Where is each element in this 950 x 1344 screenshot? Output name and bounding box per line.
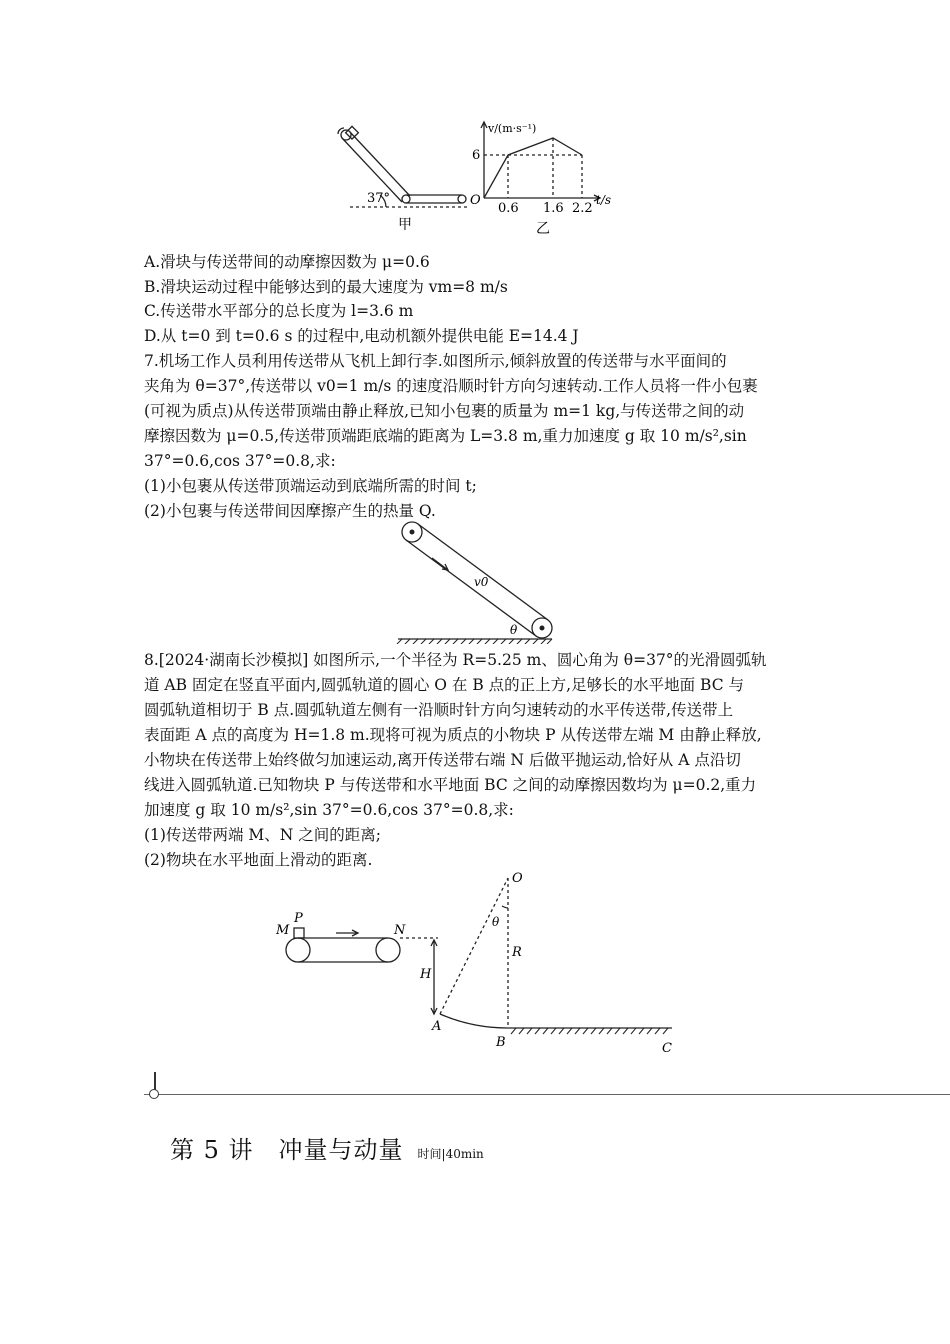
v0-label: v0: [474, 575, 489, 589]
label-p: P: [294, 911, 303, 926]
q7-sub1: (1)小包裹从传送带顶端运动到底端所需的时间 t;: [144, 477, 477, 495]
x-tick-0: 0.6: [498, 201, 519, 216]
label-c: C: [662, 1041, 672, 1056]
q7-line: 37°=0.6,cos 37°=0.8,求:: [144, 452, 336, 470]
label-a: A: [432, 1019, 442, 1034]
section-title-text: 第 5 讲 冲量与动量: [170, 1136, 404, 1164]
origin-label: O: [470, 193, 481, 208]
label-b: B: [496, 1035, 506, 1050]
q7-sub2: (2)小包裹与传送带间因摩擦产生的热量 Q.: [144, 502, 436, 520]
option-a: A.滑块与传送带间的动摩擦因数为 μ=0.6: [144, 253, 430, 271]
q8-line: 圆弧轨道相切于 B 点.圆弧轨道左侧有一沿顺时针方向匀速转动的水平传送带,传送带上: [144, 701, 734, 719]
option-b: B.滑块运动过程中能够达到的最大速度为 vm=8 m/s: [144, 278, 508, 296]
section-time: 时间|40min: [417, 1147, 484, 1161]
figure-belt-arc-track: [272, 866, 682, 1060]
q8-line: 加速度 g 取 10 m/s²,sin 37°=0.6,cos 37°=0.8,求:: [144, 801, 514, 819]
label-theta: θ: [492, 915, 500, 929]
label-n: N: [394, 923, 406, 938]
theta-label: θ: [510, 623, 518, 637]
q8-line: 8.[2024·湖南长沙模拟] 如图所示,一个半径为 R=5.25 m、圆心角为 θ=37°的光滑圆弧轨: [144, 651, 767, 669]
q7-line: 夹角为 θ=37°,传送带以 v0=1 m/s 的速度沿顺时针方向匀速转动.工作人员将一件小包裹: [144, 377, 758, 395]
incline-belt: [338, 126, 470, 207]
x-tick-2: 2.2: [572, 201, 593, 216]
label-jia: 甲: [398, 217, 412, 233]
q7-line: 7.机场工作人员利用传送带从飞机上卸行李.如图所示,倾斜放置的传送带与水平面间的: [144, 352, 727, 370]
label-r: R: [512, 945, 522, 960]
label-m: M: [276, 923, 290, 938]
label-o: O: [512, 871, 523, 886]
divider-marker-dot: [149, 1089, 159, 1099]
q7-line: (可视为质点)从传送带顶端由静止释放,已知小包裹的质量为 m=1 kg,与传送带之间的动: [144, 402, 745, 420]
option-c: C.传送带水平部分的总长度为 l=3.6 m: [144, 302, 414, 320]
q8-line: 道 AB 固定在竖直平面内,圆弧轨道的圆心 O 在 B 点的正上方,足够长的水平地面 BC 与: [144, 676, 744, 694]
option-d: D.从 t=0 到 t=0.6 s 的过程中,电动机额外提供电能 E=14.4 J: [144, 327, 579, 345]
angle-label: 37°: [367, 191, 391, 206]
t-axis-label: t/s: [596, 193, 612, 207]
v-axis-label: v/(m·s⁻¹): [488, 122, 537, 135]
section-divider: [144, 1094, 950, 1095]
q8-sub1: (1)传送带两端 M、N 之间的距离;: [144, 826, 381, 844]
section-title: [170, 1130, 484, 1165]
q8-line: 小物块在传送带上始终做匀加速运动,离开传送带右端 N 后做平抛运动,恰好从 A 点沿切: [144, 751, 741, 769]
label-h: H: [420, 967, 432, 982]
q8-line: 线进入圆弧轨道.已知物块 P 与传送带和水平地面 BC 之间的动摩擦因数均为 μ=0.2,重力: [144, 776, 757, 794]
q7-line: 摩擦因数为 μ=0.5,传送带顶端距底端的距离为 L=3.8 m,重力加速度 g 取 10 m/s²,sin: [144, 427, 747, 445]
q8-line: 表面距 A 点的高度为 H=1.8 m.现将可视为质点的小物块 P 从传送带左端 M 由静止释放,: [144, 726, 762, 744]
figure-conveyor-vt-graph: [330, 118, 620, 238]
figure-inclined-conveyor: [392, 518, 562, 644]
q8-sub2: (2)物块在水平地面上滑动的距离.: [144, 851, 373, 869]
label-yi: 乙: [536, 221, 550, 237]
x-tick-1: 1.6: [543, 201, 564, 216]
y-tick-6: 6: [472, 148, 481, 163]
